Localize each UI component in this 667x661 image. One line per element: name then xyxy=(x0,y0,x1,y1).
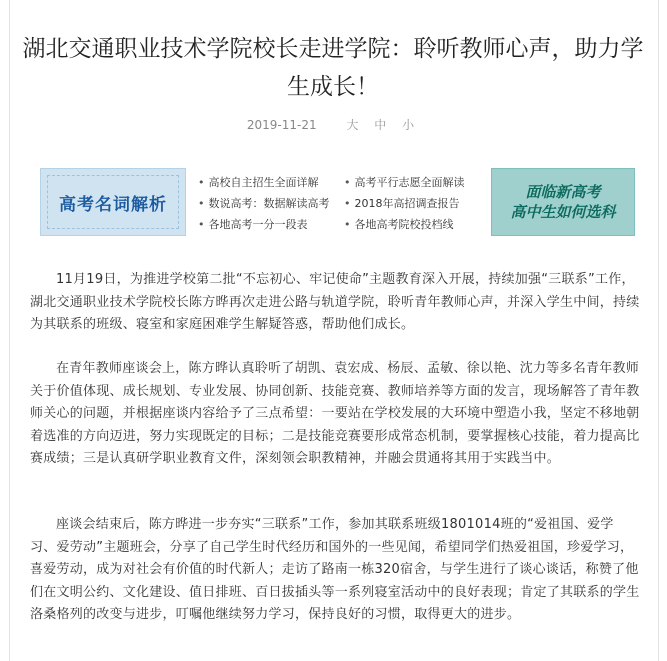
article-paragraph-3: 座谈会结束后，陈方晔进一步夯实“三联系”工作，参加其联系班级1801014班的“爱祖国、爱学习、爱劳动”主题班会，分享了自己学生时代经历和国外的一些见闻，希望同学们热爱祖国，珍爱学习，喜爱劳动，成为对社会有价值的时代新人；走访了路南一栋320宿舍，与学生进行了谈心谈话，称赞了他们在文明公约、文化建设、值日排班、百日拔插头等一系列寝室活动中的良好表现；肯定了其联系的学生洛桑格列的改变与进步，叮嘱他继续努力学习，保持良好的习惯，取得更大的进步。 xyxy=(30,517,640,623)
gaokao-banner xyxy=(40,168,635,236)
banner-link-6[interactable]: • 各地高考院校投档线 xyxy=(344,216,454,232)
font-size-small-button[interactable]: 小 xyxy=(402,118,415,132)
banner-link-2[interactable]: • 高考平行志愿全面解读 xyxy=(344,174,465,190)
banner-link-list xyxy=(198,170,488,234)
glossary-banner-label: 高考名词解析 xyxy=(59,194,167,215)
font-size-medium-button[interactable]: 中 xyxy=(374,118,387,132)
subject-choice-line-2: 高中生如何选科 xyxy=(510,203,616,221)
banner-link-3[interactable]: • 数说高考：数据解读高考 xyxy=(198,195,330,211)
banner-link-1[interactable]: • 高校自主招生全面详解 xyxy=(198,174,319,190)
publish-date: 2019-11-21 xyxy=(246,118,317,132)
subject-choice-banner-link[interactable] xyxy=(491,168,635,236)
subject-choice-line-1: 面临新高考 xyxy=(525,183,601,201)
banner-link-4[interactable]: • 2018年高招调查报告 xyxy=(344,195,460,211)
font-size-large-button[interactable]: 大 xyxy=(346,118,359,132)
banner-link-5[interactable]: • 各地高考一分一段表 xyxy=(198,216,308,232)
article-meta xyxy=(0,116,667,133)
glossary-banner-link[interactable] xyxy=(40,168,186,236)
article-paragraph-1: 11月19日，为推进学校第二批“不忘初心、牢记使命”主题教育深入开展，持续加强“三联系”工作，湖北交通职业技术学院校长陈方晔再次走进公路与轨道学院，聆听青年教师心声，并深入学生中间，持续为其联系的班级、寝室和家庭困难学生解疑答惑，帮助他们成长。 xyxy=(30,272,640,333)
article-title: 湖北交通职业技术学院校长走进学院：聆听教师心声，助力学生成长！ xyxy=(22,36,644,100)
article-paragraph-2: 在青年教师座谈会上，陈方晔认真聆听了胡凯、袁宏成、杨辰、孟敏、徐以艳、沈力等多名青年教师关于价值体现、成长规划、专业发展、协同创新、技能竞赛、教师培养等方面的发言，现场解答了青年教师关心的问题，并根据座谈内容给予了三点希望：一要站在学校发展的大环境中塑造小我，坚定不移地朝着选准的方向迈进，努力实现既定的目标；二是技能竞赛要形成常态机制，要掌握核心技能，着力提高比赛成绩；三是认真研学职业教育文件，深刻领会职教精神，并融会贯通将其用于实践当中。 xyxy=(30,361,640,467)
